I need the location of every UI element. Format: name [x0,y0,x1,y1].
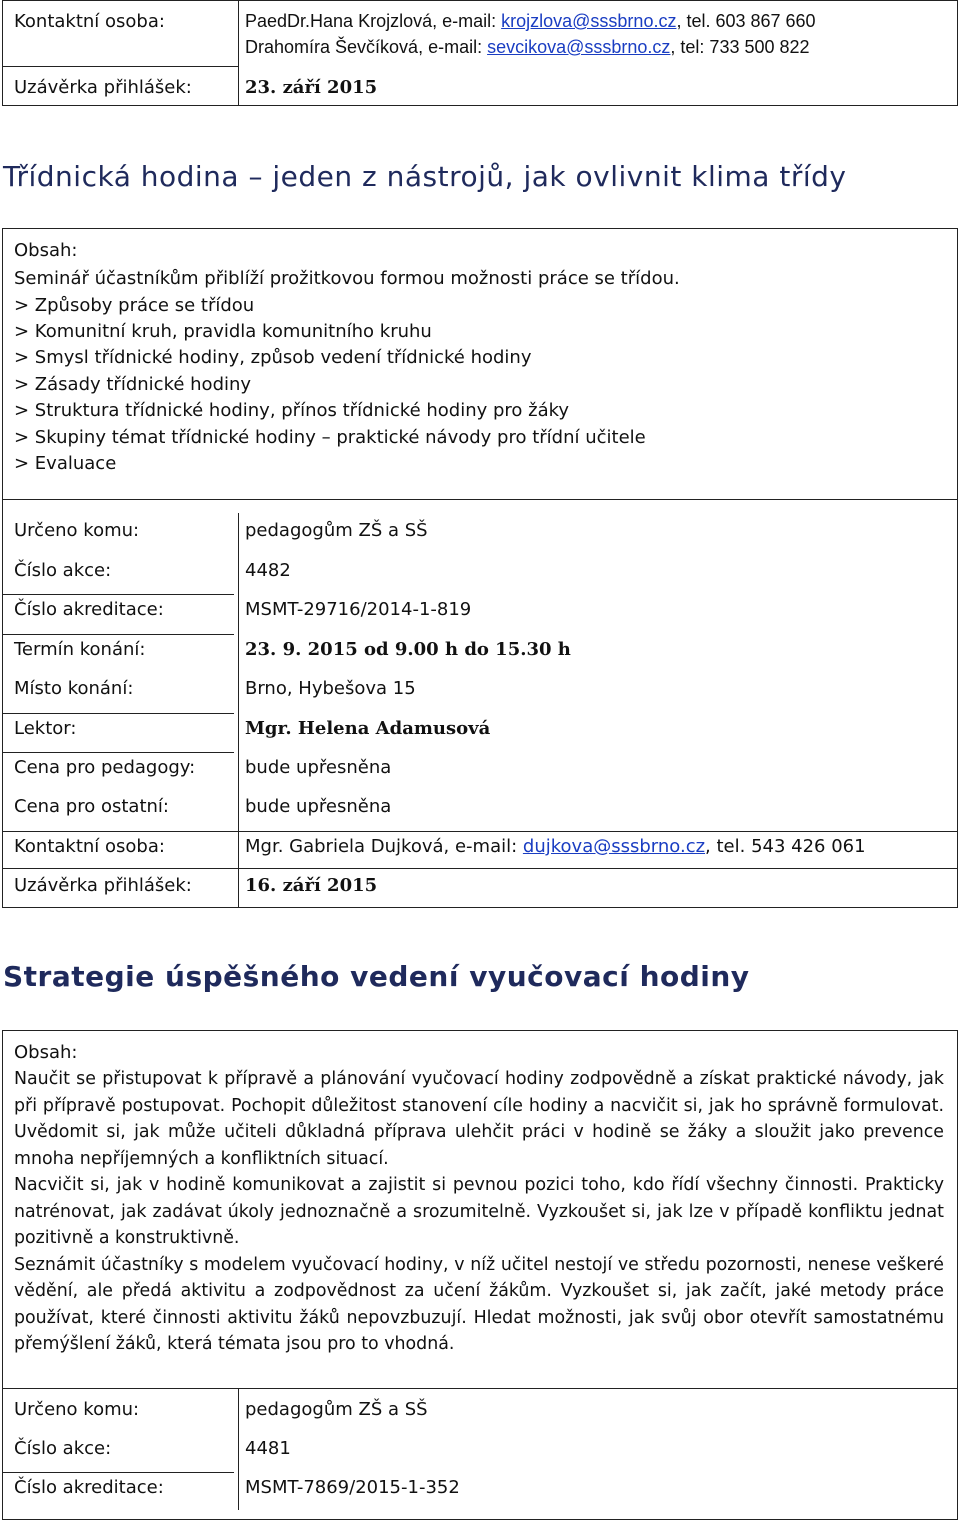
course1-contact-value: Mgr. Gabriela Dujková, e-mail: dujkova@sssbrno.cz, tel. 543 426 061 [245,836,866,857]
course1-title: Třídnická hodina – jeden z nástrojů, jak ovlivnit klima třídy [3,160,847,193]
top-contact-line-1: PaedDr.Hana Krojzlová, e-mail: krojzlova@sssbrno.cz, tel. 603 867 660 [245,11,816,31]
course1-accreditation-label: Číslo akreditace: [14,599,164,620]
course1-price-teachers-label: Cena pro pedagogy: [14,757,196,778]
top-contact-label: Kontaktní osoba: [14,11,165,32]
divider [2,1472,234,1473]
course2-accreditation-label: Číslo akreditace: [14,1477,164,1498]
divider [2,499,958,500]
course1-price-teachers-value: bude upřesněna [245,757,392,778]
course1-date-label: Termín konání: [14,639,146,660]
course1-lecturer-value: Mgr. Helena Adamusová [245,718,491,739]
course1-date-value: 23. 9. 2015 od 9.00 h do 15.30 h [245,639,571,660]
course2-content-label: Obsah: [14,1042,78,1063]
course1-lecturer-label: Lektor: [14,718,77,739]
divider [238,0,239,106]
divider [238,513,239,908]
course2-audience-value: pedagogům ZŠ a SŠ [245,1399,428,1420]
divider [238,1389,239,1510]
course1-accreditation-value: MSMT-29716/2014-1-819 [245,599,472,620]
course1-place-label: Místo konání: [14,678,134,699]
course2-title: Strategie úspěšného vedení vyučovací hodiny [3,960,750,993]
course2-paragraph: Seznámit účastníky s modelem vyučovací hodiny, v níž učitel nestojí ve středu pozornosti, nenese veškeré vědění, ale předá aktivitu a zodpovědnost za učení žákům. Vyzkoušet si, jak začít, jaké metody práce používat, které činnosti aktivitu žáků nepovzbuzují. Hledat možnosti, jak svůj obor otevřít samostatnému přemýšlení žáků, která témata jsou pro to vhodná. [14,1254,944,1354]
course1-audience-label: Určeno komu: [14,520,140,541]
email-link-dujkova[interactable]: dujkova@sssbrno.cz [522,836,706,857]
divider [2,713,234,714]
course1-deadline-label: Uzávěrka přihlášek: [14,875,192,896]
course1-action-value: 4482 [245,560,291,581]
course1-audience-value: pedagogům ZŠ a SŠ [245,520,428,541]
course1-action-label: Číslo akce: [14,560,112,581]
divider [2,634,234,635]
course1-content-line: > Struktura třídnické hodiny, přínos třídnické hodiny pro žáky [14,400,570,421]
course1-content-line: > Způsoby práce se třídou [14,295,255,316]
course1-content-line: > Komunitní kruh, pravidla komunitního kruhu [14,321,432,342]
course2-paragraph: Naučit se přistupovat k přípravě a plánování vyučovací hodiny zodpovědně a získat praktické návody, jak při přípravě postupovat. Pochopit důležitost stanovení cíle hodiny a nacvičit si, jak ho správně formulovat. Uvědomit si, jak může učiteli důkladná příprava ulehčit práci v hodině se žáky a sloužit jako prevence mnoha nepříjemných a konfliktních situací. [14,1069,944,1169]
email-link-krojzlova[interactable]: krojzlova@sssbrno.cz [501,11,677,31]
course1-content-line: > Evaluace [14,453,117,474]
course1-content-line: > Skupiny témat třídnické hodiny – praktické návody pro třídní učitele [14,427,646,448]
course1-place-value: Brno, Hybešova 15 [245,678,416,699]
course1-price-others-label: Cena pro ostatní: [14,796,169,817]
course2-action-label: Číslo akce: [14,1438,112,1459]
divider [2,868,958,869]
course1-price-others-value: bude upřesněna [245,796,392,817]
divider [2,594,234,595]
course1-deadline-value: 16. září 2015 [245,875,378,896]
divider [2,752,234,753]
course1-content-label: Obsah: [14,240,78,261]
divider [2,831,958,832]
top-contact-line-2: Drahomíra Ševčíková, e-mail: sevcikova@sssbrno.cz, tel: 733 500 822 [245,37,810,57]
course2-audience-label: Určeno komu: [14,1399,140,1420]
course2-paragraph: Nacvičit si, jak v hodině komunikovat a zajistit si pevnou pozici toho, kdo řídí všechny činnosti. Prakticky natrénovat, jak zadávat úkoly jednoznačně a srozumitelně. Vyzkoušet si, jak lze v případě konfliktu jednat pozitivně a konstruktivně. [14,1175,944,1248]
divider [2,1388,958,1389]
course1-contact-label: Kontaktní osoba: [14,836,165,857]
divider [2,66,238,67]
top-deadline-label: Uzávěrka přihlášek: [14,77,192,98]
course1-content-line: > Zásady třídnické hodiny [14,374,252,395]
course2-action-value: 4481 [245,1438,291,1459]
course1-content-line: Seminář účastníkům přiblíží prožitkovou formou možnosti práce se třídou. [14,268,680,289]
email-link-sevcikova[interactable]: sevcikova@sssbrno.cz [487,37,671,57]
top-deadline-value: 23. září 2015 [245,77,378,98]
course2-accreditation-value: MSMT-7869/2015-1-352 [245,1477,460,1498]
course2-content [14,1066,944,1358]
course1-content-line: > Smysl třídnické hodiny, způsob vedení třídnické hodiny [14,347,532,368]
